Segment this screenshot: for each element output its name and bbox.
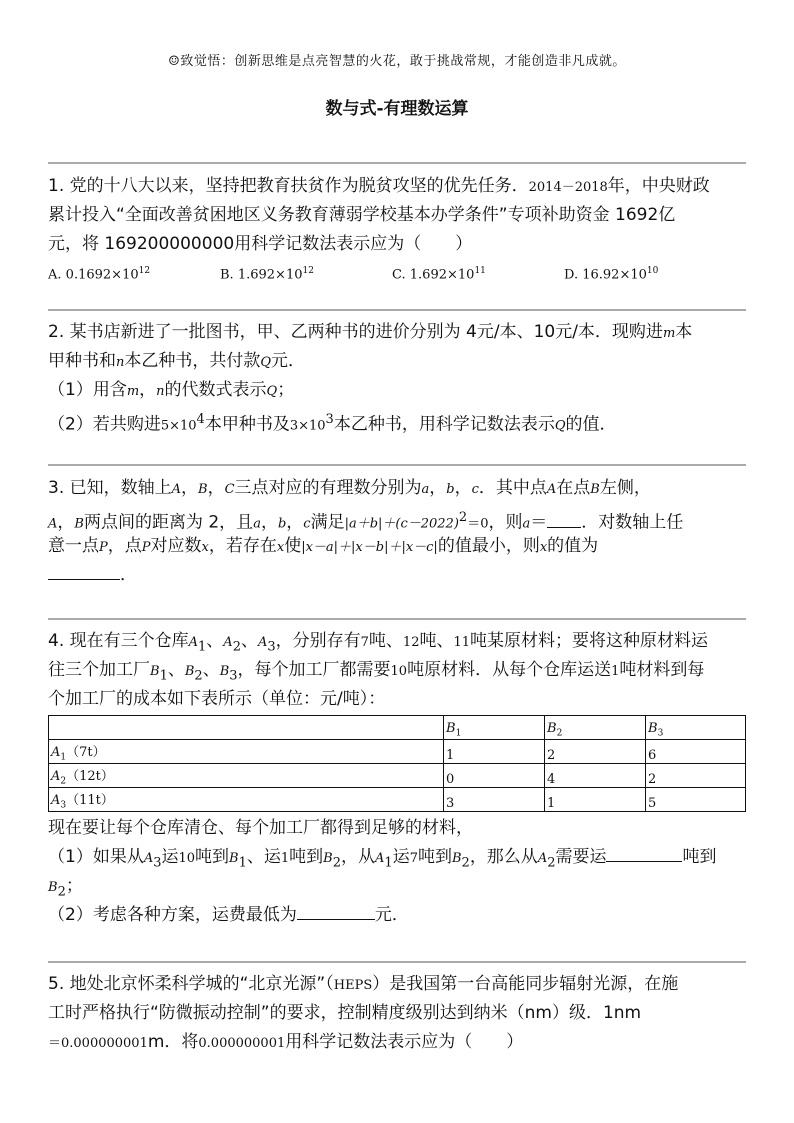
table-row: $B_1$ $B_2$ $B_3$ <box>49 716 746 740</box>
answer-blank[interactable] <box>297 901 375 920</box>
option-a[interactable]: A. $0.1692\times 10^{12}$ <box>48 266 151 283</box>
divider <box>48 961 746 963</box>
table-row: $A_1(7t)$ 1 2 6 <box>49 740 746 764</box>
q1-years: 2014－2018 <box>528 180 608 195</box>
question-3: 3. 已知，数轴上A，B，C三点对应的有理数分别为a，b，c．其中点A在点B左侧， A，B两点间的距离为 2，且a，b，c满足$|a+b|+(c-2022)^2=0$，则a＝ ．对数轴上任 意一点P，点P对应数x，若存在x使|x－a|＋|x－b|＋|x－c|的值最小，则x的值为 ． <box>48 478 684 585</box>
divider <box>48 162 746 164</box>
answer-blank[interactable] <box>547 509 581 528</box>
divider <box>48 618 746 620</box>
question-4: 4. 现在有三个仓库$A_1$、$A_2$、$A_3$，分别存有7吨、12吨、11吨某原材料；要将这种原材料运 往三个加工厂$B_1$、$B_2$、$B_3$，每个加工厂都需要10吨原材料．从每个仓库运送1吨材料到每 个加工厂的成本如下表所示（单位：元/吨）： <box>48 631 709 709</box>
cost-table <box>48 715 746 812</box>
option-c[interactable]: C. $1.692\times 10^{11}$ <box>392 266 486 283</box>
q1-text: 年，中央财政 <box>607 176 710 196</box>
question-5: 5. 地处北京怀柔科学城的“北京光源”（HEPS）是我国第一台高能同步辐射光源，在施 工时严格执行“防微振动控制”的要求，控制精度级别达到纳米（nm）级．1nm ＝0.000000001m．将0.000000001用科学记数法表示应为（ ） <box>48 974 679 1052</box>
motto-line: ☺致觉悟：创新思维是点亮智慧的火花，敢于挑战常规，才能创造非凡成就。 <box>168 54 626 69</box>
divider <box>48 464 746 466</box>
question-1 <box>48 172 748 283</box>
page-title: 数与式-有理数运算 <box>325 99 469 119</box>
answer-blank[interactable] <box>48 561 120 580</box>
question-2: 2. 某书店新进了一批图书，甲、乙两种书的进价分别为 4元/本、10元/本．现购进m本 甲种书和n本乙种书，共付款Q元． （1）用含m，n的代数式表示Q； （2）若共购进$5\times 10^4$本甲种书及$3\times 10^3$本乙种书，用科学记数法表示Q的值． <box>48 322 693 435</box>
divider <box>48 309 746 311</box>
q1-text: 1. 党的十八大以来，坚持把教育扶贫作为脱贫攻坚的优先任务． <box>48 176 529 196</box>
table-row: $A_2(12t)$ 0 4 2 <box>49 764 746 788</box>
question-4-parts: 现在要让每个仓库清仓、每个加工厂都得到足够的材料， （1）如果从$A_3$运10吨到$B_1$、运1吨到$B_2$，从$A_1$运7吨到$B_2$，那么从$A_2$需要运 吨到 $B_2$； （2）考虑各种方案，运费最低为 元． <box>48 818 717 925</box>
answer-blank[interactable] <box>606 843 682 862</box>
option-b[interactable]: B. $1.692\times 10^{12}$ <box>220 266 314 283</box>
q1-text: 元，将 169200000000用科学记数法表示应为（ ） <box>48 234 473 254</box>
option-d[interactable]: D. $16.92\times 10^{10}$ <box>564 266 659 283</box>
q1-text: 累计投入“全面改善贫困地区义务教育薄弱学校基本办学条件”专项补助资金 1692亿 <box>48 205 676 225</box>
table-row: $A_3(11t)$ 3 1 5 <box>49 788 746 812</box>
q1-options <box>48 259 748 283</box>
